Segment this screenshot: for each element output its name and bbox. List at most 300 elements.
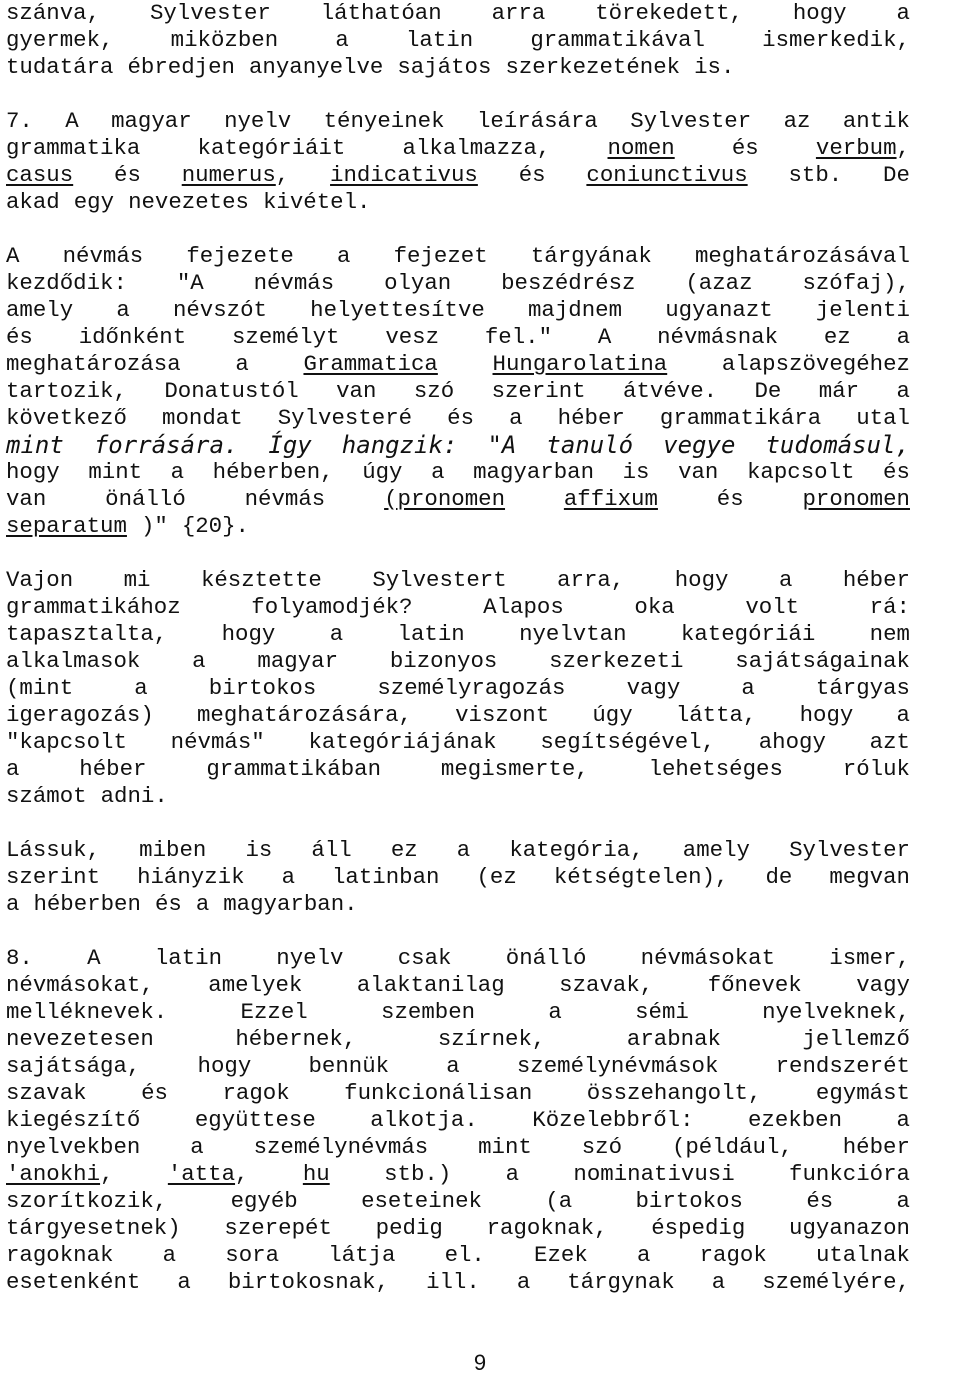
word: nevezetesen <box>6 1026 154 1052</box>
word: alkalmazza, <box>402 135 551 161</box>
word: ez <box>390 837 418 863</box>
word: időnként <box>78 324 187 350</box>
word: ez <box>823 324 851 350</box>
word: Közelebbről: <box>532 1107 694 1133</box>
word: névmás <box>62 243 144 269</box>
word: jellemző <box>802 1026 910 1052</box>
word: héberben <box>33 891 141 917</box>
word: ezekben <box>748 1107 843 1133</box>
word: fejezet <box>393 243 488 269</box>
text-line <box>6 0 910 27</box>
word: megismerte, <box>440 756 589 782</box>
word: a <box>505 1161 520 1187</box>
word: "A <box>487 431 517 459</box>
page-number: 9 <box>473 1350 487 1375</box>
word: a <box>170 459 185 485</box>
word: alkotja. <box>370 1107 478 1133</box>
text-line <box>6 54 910 81</box>
word: majdnem <box>528 297 623 323</box>
word: ugyanazon <box>789 1215 910 1241</box>
word: névmás <box>253 270 335 296</box>
word: birtokos <box>635 1188 743 1214</box>
word: de <box>765 864 793 890</box>
word: a <box>516 1269 531 1295</box>
word: mint <box>478 1134 532 1160</box>
word: meghatározására, <box>196 702 412 728</box>
text-line <box>6 864 910 891</box>
word: oka <box>634 594 675 620</box>
word: is. <box>694 54 735 80</box>
word: bizonyos <box>389 648 498 674</box>
word: a <box>235 351 249 377</box>
paragraph <box>6 567 910 810</box>
word: kiegészítő <box>6 1107 141 1133</box>
word: önálló <box>105 486 186 512</box>
word: nem <box>869 621 910 647</box>
word: bennük <box>308 1053 390 1079</box>
word: miben <box>139 837 207 863</box>
word: a <box>329 621 344 647</box>
word: héber <box>557 405 625 431</box>
word: és <box>154 891 182 917</box>
word: és <box>6 324 33 350</box>
word: nyelv <box>276 945 344 971</box>
word: egymást <box>815 1080 910 1106</box>
word: Lássuk, <box>6 837 101 863</box>
word: Hungarolatina <box>492 351 668 377</box>
text-line <box>6 324 910 351</box>
word: tárgyas <box>815 675 910 701</box>
word: a <box>896 702 910 728</box>
word: héber <box>842 1134 910 1160</box>
word: áll <box>311 837 352 863</box>
paragraph <box>6 0 910 81</box>
word: szerint <box>6 864 101 890</box>
paragraph <box>6 243 910 540</box>
word: szó <box>581 1134 623 1160</box>
word: ill. <box>426 1269 480 1295</box>
word: arra <box>491 0 546 26</box>
word: van <box>6 486 47 512</box>
word: tartozik, <box>6 378 127 404</box>
word: hogy <box>221 621 276 647</box>
word: De <box>883 162 910 188</box>
word: ugyanazt <box>665 297 773 323</box>
word: gyermek, <box>6 27 114 53</box>
text-line <box>6 999 910 1026</box>
text-line <box>6 27 910 54</box>
paragraph <box>6 108 910 216</box>
word: ismer, <box>829 945 910 971</box>
word: szerkezeti <box>549 648 684 674</box>
word: A <box>6 243 20 269</box>
word: birtokos <box>208 675 317 701</box>
word: héber <box>842 567 910 593</box>
word: {20}. <box>181 513 249 539</box>
word: a <box>711 1269 726 1295</box>
word: személyére, <box>762 1269 910 1295</box>
word: 'atta, <box>167 1161 249 1187</box>
word: számot <box>6 783 87 809</box>
word: csak <box>397 945 452 971</box>
text-line <box>6 432 910 459</box>
word: hangzik: <box>341 431 458 459</box>
word: kétségtelen), <box>553 864 729 890</box>
word: arra, <box>557 567 625 593</box>
word: rendszerét <box>775 1053 910 1079</box>
word: Ezzel <box>240 999 308 1025</box>
word: 'anokhi, <box>6 1161 114 1187</box>
word: fel." <box>484 324 553 350</box>
word: szánva, <box>6 0 101 26</box>
word: vagy <box>856 972 910 998</box>
word: a <box>896 1107 910 1133</box>
word: kategória, <box>509 837 644 863</box>
word: (azaz <box>685 270 753 296</box>
word: is <box>245 837 273 863</box>
word: tanuló <box>546 431 634 459</box>
word: személynévmás <box>253 1134 429 1160</box>
text-line <box>6 594 910 621</box>
word: latin <box>154 945 223 971</box>
text-line <box>6 783 910 810</box>
word: főnevek <box>707 972 802 998</box>
word: amely <box>682 837 750 863</box>
word: vegye <box>663 431 736 459</box>
word: hu <box>302 1161 330 1187</box>
word: 8. <box>6 945 33 971</box>
word: hogy <box>197 1053 252 1079</box>
word: mondat <box>162 405 243 431</box>
word: hogy <box>674 567 729 593</box>
word: segítségével, <box>540 729 716 755</box>
word: tényeinek <box>323 108 445 134</box>
word: a <box>177 1269 191 1295</box>
word: stb.) <box>384 1161 452 1187</box>
word: Alapos <box>483 594 564 620</box>
word: 7. <box>6 108 33 134</box>
word: Sylvester <box>630 108 752 134</box>
word: ahogy <box>758 729 826 755</box>
word: és <box>731 135 759 161</box>
text-line <box>6 162 910 189</box>
word: személyt <box>232 324 340 350</box>
text-line <box>6 108 910 135</box>
word: azt <box>869 729 910 755</box>
word: a <box>896 324 910 350</box>
text-line <box>6 405 910 432</box>
word: birtokosnak, <box>227 1269 390 1295</box>
word: (például, <box>671 1134 793 1160</box>
word: el. <box>444 1242 485 1268</box>
word: személynévmások <box>516 1053 719 1079</box>
text-line <box>6 648 910 675</box>
word: stb. <box>788 162 843 188</box>
word: lehetséges <box>648 756 783 782</box>
word: és <box>518 162 546 188</box>
word: melléknevek. <box>6 999 168 1025</box>
word: szavak, <box>559 972 654 998</box>
text-line <box>6 675 910 702</box>
word: arabnak <box>626 1026 721 1052</box>
word: tudatára <box>6 54 114 80</box>
word: van <box>336 378 377 404</box>
word: sémi <box>635 999 689 1025</box>
word: mi <box>123 567 151 593</box>
word: verbum, <box>815 135 910 161</box>
word: nyelveknek, <box>762 999 910 1025</box>
word: névmás" <box>170 729 265 755</box>
word: leírására <box>476 108 598 134</box>
text-line <box>6 837 910 864</box>
word: anyanyelve <box>249 54 384 80</box>
word: viszont <box>455 702 550 728</box>
word: nyelv <box>224 108 292 134</box>
word: és <box>114 162 141 188</box>
word: A <box>65 108 79 134</box>
word: grammatikával <box>530 27 705 53</box>
word: alapszövegéhez <box>721 351 910 377</box>
word: látja <box>328 1242 396 1268</box>
text-line <box>6 243 910 270</box>
word: névszót <box>172 297 267 323</box>
word: ragok <box>699 1242 767 1268</box>
word: mint <box>6 431 64 459</box>
word: igeragozás) <box>6 702 154 728</box>
word: tárgyának <box>530 243 652 269</box>
word: magyar <box>257 648 339 674</box>
word: róluk <box>842 756 910 782</box>
word: és <box>883 459 910 485</box>
text-line <box>6 1134 910 1161</box>
word: "A <box>176 270 204 296</box>
word: a <box>431 459 445 485</box>
word: ragoknak, <box>486 1215 608 1241</box>
word: folyamodjék? <box>251 594 413 620</box>
word: is <box>622 459 650 485</box>
word: látta, <box>675 702 757 728</box>
word: szerint <box>491 378 586 404</box>
word: önálló <box>505 945 587 971</box>
word: pedig <box>375 1215 443 1241</box>
word: és <box>141 1080 168 1106</box>
word: sora <box>225 1242 280 1268</box>
word: következő <box>6 405 127 431</box>
word: antik <box>842 108 910 134</box>
word: A <box>87 945 101 971</box>
word: amelyek <box>208 972 303 998</box>
word: akad <box>6 189 60 215</box>
word: a <box>778 567 793 593</box>
word: Grammatica <box>303 351 438 377</box>
word: a <box>116 297 130 323</box>
text-line <box>6 1161 910 1188</box>
word: kezdődik: <box>6 270 127 296</box>
text-line <box>6 1026 910 1053</box>
word: mint <box>88 459 143 485</box>
word: Donatustól <box>164 378 299 404</box>
word: fejezete <box>186 243 294 269</box>
word: De <box>754 378 782 404</box>
word: a <box>6 891 20 917</box>
word: (a <box>545 1188 573 1214</box>
word: alkalmasok <box>6 648 141 674</box>
word: és <box>806 1188 834 1214</box>
text-line <box>6 1080 910 1107</box>
word: a <box>162 1242 177 1268</box>
word: rá: <box>869 594 910 620</box>
word: hiányzik <box>137 864 245 890</box>
text-line <box>6 621 910 648</box>
word: szavak <box>6 1080 87 1106</box>
word: affixum <box>563 486 658 512</box>
word: nevezetes <box>128 189 249 215</box>
word: olyan <box>384 270 452 296</box>
word: Sylvestert <box>372 567 507 593</box>
paragraph <box>6 837 910 918</box>
word: (pronomen <box>384 486 506 512</box>
word: kapcsolt <box>746 459 855 485</box>
word: sajátságainak <box>735 648 910 674</box>
word: és <box>716 486 744 512</box>
text-line <box>6 270 910 297</box>
word: úgy <box>592 702 633 728</box>
text-line <box>6 513 910 540</box>
word: miközben <box>170 27 279 53</box>
word: hébernek, <box>235 1026 357 1052</box>
word: adni. <box>100 783 168 809</box>
text-line <box>6 1242 910 1269</box>
word: névmásokat <box>640 945 776 971</box>
word: névmásokat, <box>6 972 154 998</box>
word: a <box>335 27 349 53</box>
word: Ezek <box>534 1242 588 1268</box>
word: casus <box>6 162 74 188</box>
word: latinban <box>332 864 440 890</box>
word: vesz <box>385 324 440 350</box>
text-line <box>6 486 910 513</box>
word: a <box>281 864 295 890</box>
word: kivétel. <box>263 189 371 215</box>
word: szorítkozik, <box>6 1188 168 1214</box>
word: a <box>337 243 351 269</box>
word: kategóriái <box>680 621 816 647</box>
word: együttese <box>194 1107 316 1133</box>
word: sajátos <box>397 54 492 80</box>
text-line <box>6 459 910 486</box>
word: a <box>896 1188 910 1214</box>
word: coniunctivus <box>586 162 748 188</box>
word: Sylvester <box>149 0 271 26</box>
word: Sylvesteré <box>277 405 413 431</box>
word: separatum )" <box>6 513 168 539</box>
word: kategóriáit <box>197 135 346 161</box>
word: a <box>548 999 562 1025</box>
word: átvéve. <box>623 378 718 404</box>
word: a <box>134 675 148 701</box>
text-line <box>6 756 910 783</box>
text-line <box>6 567 910 594</box>
word: a <box>456 837 471 863</box>
word: amely <box>6 297 74 323</box>
paragraph <box>6 945 910 1296</box>
word: a <box>446 1053 460 1079</box>
text-line <box>6 189 910 216</box>
word: nyelvtan <box>519 621 627 647</box>
word: egyéb <box>230 1188 298 1214</box>
word: ragoknak <box>6 1242 114 1268</box>
word: beszédrész <box>501 270 636 296</box>
word: a <box>636 1242 651 1268</box>
word: hogy <box>6 459 60 485</box>
word: Sylvester <box>789 837 910 863</box>
word: megvan <box>829 864 910 890</box>
word: grammatika <box>6 135 141 161</box>
word: grammatikában <box>206 756 382 782</box>
word: volt <box>745 594 800 620</box>
word: összehangolt, <box>586 1080 762 1106</box>
word: A <box>597 324 612 350</box>
word: nominativusi <box>573 1161 735 1187</box>
word: jelenti <box>815 297 910 323</box>
text-line <box>6 297 910 324</box>
word: szófaj), <box>802 270 910 296</box>
word: funkcionálisan <box>344 1080 533 1106</box>
text-line <box>6 378 910 405</box>
word: a <box>741 675 755 701</box>
word: eseteinek <box>361 1188 482 1214</box>
document-body <box>6 0 910 1323</box>
word: numerus, <box>181 162 290 188</box>
word: tárgynak <box>567 1269 675 1295</box>
word: meghatározásával <box>694 243 910 269</box>
word: a <box>192 648 206 674</box>
word: grammatikához <box>6 594 181 620</box>
word: hogy <box>792 0 847 26</box>
word: a <box>6 756 20 782</box>
word: héber <box>79 756 147 782</box>
word: kategóriájának <box>308 729 497 755</box>
word: névmás <box>244 486 326 512</box>
word: funkcióra <box>789 1161 910 1187</box>
word: úgy <box>362 459 403 485</box>
text-line <box>6 1053 910 1080</box>
text-line <box>6 1107 910 1134</box>
word: törekedett, <box>595 0 743 26</box>
word: latin <box>397 621 465 647</box>
text-line <box>6 702 910 729</box>
text-line <box>6 972 910 999</box>
word: a <box>896 378 910 404</box>
word: indicativus <box>330 162 478 188</box>
word: pronomen <box>802 486 910 512</box>
word: nyelvekben <box>6 1134 141 1160</box>
word: láthatóan <box>320 0 442 26</box>
word: éspedig <box>651 1215 746 1241</box>
word: utal <box>856 405 910 431</box>
word: szerkezetének <box>505 54 681 80</box>
word: van <box>678 459 719 485</box>
word: magyarban <box>473 459 595 485</box>
word: a <box>896 0 910 26</box>
word: esetenként <box>6 1269 141 1295</box>
word: tapasztalta, <box>6 621 168 647</box>
text-line <box>6 1269 910 1296</box>
word: és <box>447 405 475 431</box>
word: utalnak <box>815 1242 910 1268</box>
word: szírnek, <box>437 1026 546 1052</box>
text-line <box>6 1215 910 1242</box>
